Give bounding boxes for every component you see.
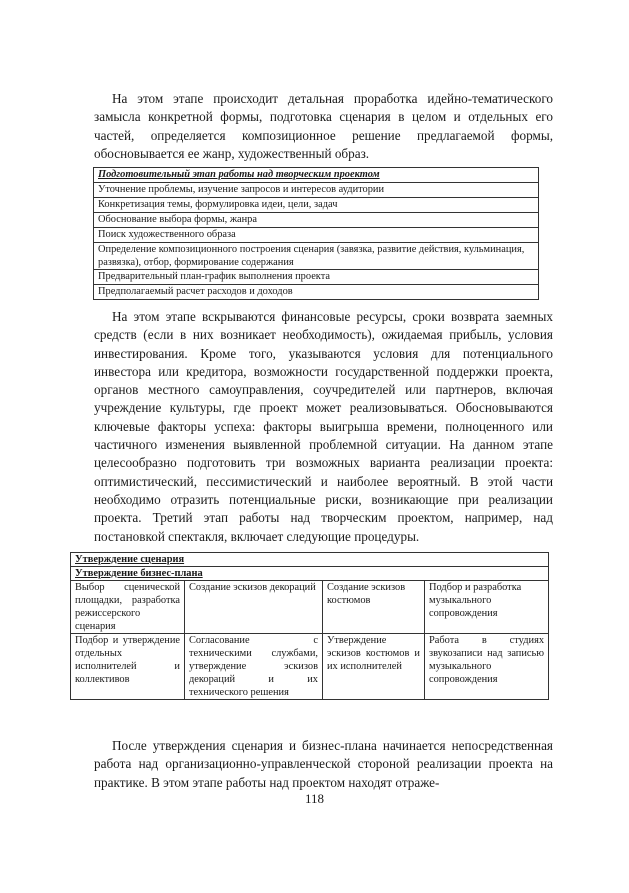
page-number: 118 [304, 791, 325, 806]
table-row: Определение композиционного построения сценария (завязка, развитие действия, кульминация, развязка), отбор, формирование содержания [94, 243, 539, 270]
table-cell: Согласование с техническими службами, утверждение эскизов декораций и их технического решения [185, 634, 323, 700]
table-cell: Создание эскизов костюмов [323, 581, 425, 634]
table-header: Утверждение сценария [71, 553, 549, 567]
closing-paragraph: После утверждения сценария и бизнес-плана начинается непосредственная работа над организационно-управленческой стороной реализации проекта на практике. В этом этапе работы над проектом находят отраже- [94, 738, 553, 790]
table-row: Предварительный план-график выполнения проекта [94, 270, 539, 285]
third-stage-table [70, 552, 549, 700]
intro-paragraph: На этом этапе происходит детальная проработка идейно-тематического замысла конкретной формы, подготовка сценария в целом и отдельных его частей, определяется композиционное решение предлагаемой формы, обосновывается ее жанр, художественный образ. [94, 91, 553, 161]
preparatory-stage-table [93, 167, 539, 300]
table-row: Поиск художественного образа [94, 228, 539, 243]
table-cell: Подбор и утверждение отдельных исполнителей и коллективов [71, 634, 185, 700]
table-cell: Утверждение эскизов костюмов и их исполнителей [323, 634, 425, 700]
body-paragraph: На этом этапе вскрываются финансовые ресурсы, сроки возврата заемных средств (если в них возникает необходимость), ожидаемая прибыль, условия инвестирования. Кроме того, указываются условия для потенциального инвестора или кредитора, возможности государственной поддержки проекта, органов местного самоуправления, соучредителей или партнеров, включая учреждение культуры, где проект может реализовываться. Обосновываются ключевые факторы успеха: факторы выигрыша времени, полноценного или частичного изменения выявленной проблемной ситуации. На данном этапе целесообразно подготовить три возможных варианта реализации проекта: оптимистический, пессимистический и наиболее вероятный. В этой части необходимо отразить потенциальные риски, возникающие при реализации проекта. Третий этап работы над творческим проектом, например, над постановкой спектакля, включает следующие процедуры. [94, 309, 553, 544]
table-cell: Подбор и разработка музыкального сопровождения [425, 581, 549, 634]
table-row: Обоснование выбора формы, жанра [94, 213, 539, 228]
table-cell: Создание эскизов декораций [185, 581, 323, 634]
table-row: Конкретизация темы, формулировка идеи, цели, задач [94, 198, 539, 213]
table-row [71, 634, 549, 700]
table-row [71, 581, 549, 634]
table-cell: Работа в студиях звукозаписи над записью музыкального сопровождения [425, 634, 549, 700]
table-row: Предполагаемый расчет расходов и доходов [94, 285, 539, 300]
table-header: Утверждение бизнес-плана [71, 567, 549, 581]
table-header: Подготовительный этап работы над творческим проектом [94, 168, 539, 183]
table-cell: Выбор сценической площадки, разработка режиссерского сценария [71, 581, 185, 634]
table-row: Уточнение проблемы, изучение запросов и интересов аудитории [94, 183, 539, 198]
